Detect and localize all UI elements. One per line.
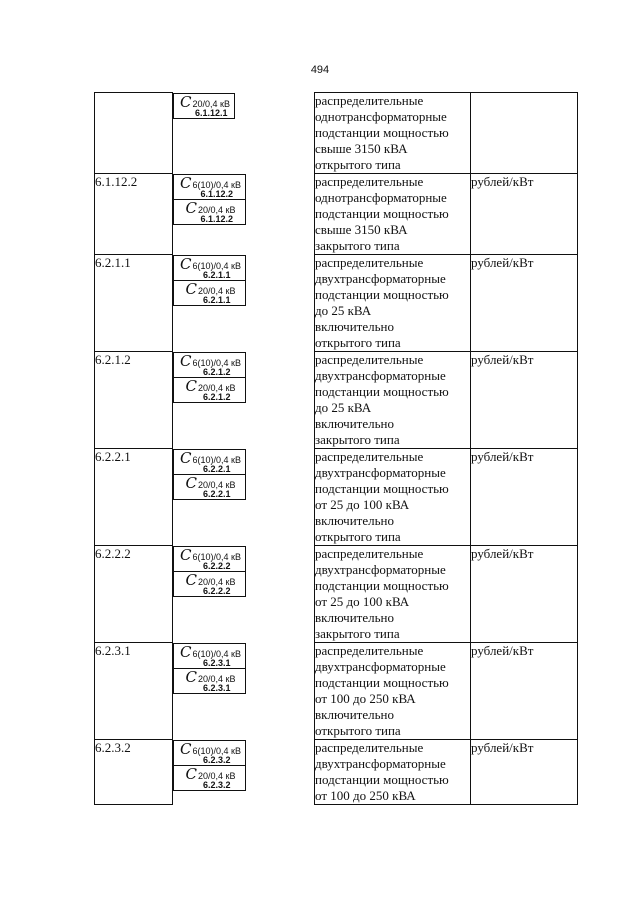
voltage-superscript: 6(10)/0,4 кВ — [192, 179, 241, 190]
voltage-superscript: 20/0,4 кВ — [197, 673, 236, 684]
rate-symbol — [174, 741, 245, 765]
rate-symbol — [174, 377, 245, 402]
voltage-superscript: 20/0,4 кВ — [197, 479, 236, 490]
voltage-superscript: 6(10)/0,4 кВ — [192, 454, 241, 465]
item-description — [315, 546, 471, 643]
description-line: закрытого типа — [315, 238, 400, 253]
item-description — [315, 643, 471, 740]
rate-symbol-cell — [173, 93, 235, 119]
rate-letter: C — [180, 739, 192, 758]
unit-of-measure: рублей/кВт — [471, 449, 578, 546]
voltage-superscript: 20/0,4 кВ — [197, 204, 236, 215]
description-line: двухтрансформаторные — [315, 271, 446, 286]
rate-symbol-cell — [173, 255, 246, 306]
rate-symbol-cell — [173, 643, 246, 694]
description-line: включительно — [315, 513, 394, 528]
rate-letter: C — [180, 448, 192, 467]
rate-symbol — [174, 175, 245, 199]
item-code: 6.2.3.2 — [95, 740, 173, 805]
description-line: открытого типа — [315, 335, 401, 350]
description-line: однотрансформаторные — [315, 190, 447, 205]
description-line: распределительные — [315, 352, 424, 367]
rate-symbol — [174, 94, 234, 118]
description-line: двухтрансформаторные — [315, 756, 446, 771]
description-line: двухтрансформаторные — [315, 562, 446, 577]
description-line: от 100 до 250 кВА — [315, 691, 416, 706]
description-line: двухтрансформаторные — [315, 368, 446, 383]
rate-symbol-cell — [173, 546, 246, 597]
rate-symbol-cell — [173, 740, 246, 791]
description-line: подстанции мощностью — [315, 481, 449, 496]
rate-letter: C — [180, 254, 192, 273]
unit-of-measure — [471, 93, 578, 174]
rate-letter: C — [180, 92, 192, 111]
index-subscript: 6.2.2.1 — [202, 463, 231, 474]
table-row — [95, 449, 578, 546]
description-line: включительно — [315, 319, 394, 334]
voltage-superscript: 20/0,4 кВ — [197, 382, 236, 393]
item-description — [315, 174, 471, 255]
item-description — [315, 352, 471, 449]
description-line: распределительные — [315, 174, 424, 189]
description-line: подстанции мощностью — [315, 206, 449, 221]
description-line: открытого типа — [315, 157, 401, 172]
index-subscript: 6.2.2.2 — [202, 585, 231, 596]
index-subscript: 6.2.3.2 — [202, 754, 231, 765]
rate-letter: C — [185, 570, 197, 589]
description-line: распределительные — [315, 93, 424, 108]
rate-symbol — [174, 280, 245, 305]
description-line: до 25 кВА — [315, 303, 372, 318]
rate-symbol — [174, 547, 245, 571]
item-description — [315, 255, 471, 352]
rate-letter: C — [185, 473, 197, 492]
rate-letter: C — [180, 173, 192, 192]
description-line: распределительные — [315, 643, 424, 658]
rate-letter: C — [180, 351, 192, 370]
voltage-superscript: 6(10)/0,4 кВ — [192, 648, 241, 659]
description-line: включительно — [315, 707, 394, 722]
item-code: 6.2.1.2 — [95, 352, 173, 449]
description-line: до 25 кВА — [315, 400, 372, 415]
index-subscript: 6.2.2.2 — [202, 560, 231, 571]
tariff-table-body — [95, 93, 578, 805]
description-line: подстанции мощностью — [315, 578, 449, 593]
rate-letter: C — [185, 764, 197, 783]
index-subscript: 6.2.3.2 — [202, 779, 231, 790]
description-line: однотрансформаторные — [315, 109, 447, 124]
voltage-superscript: 6(10)/0,4 кВ — [192, 745, 241, 756]
description-line: подстанции мощностью — [315, 287, 449, 302]
index-subscript: 6.2.1.1 — [202, 269, 231, 280]
description-line: распределительные — [315, 740, 424, 755]
rate-letter: C — [185, 667, 197, 686]
description-line: закрытого типа — [315, 626, 400, 641]
table-row — [95, 93, 578, 174]
index-subscript: 6.1.12.1 — [194, 107, 228, 118]
index-subscript: 6.1.12.2 — [200, 213, 233, 224]
rate-symbol — [174, 353, 245, 377]
unit-of-measure: рублей/кВт — [471, 255, 578, 352]
table-row — [95, 352, 578, 449]
description-line: от 100 до 250 кВА — [315, 788, 416, 803]
page-number: 494 — [310, 64, 330, 76]
rate-symbol — [174, 765, 245, 790]
table-row — [95, 643, 578, 740]
index-subscript: 6.2.2.1 — [202, 488, 231, 499]
rate-letter: C — [185, 279, 197, 298]
item-code: 6.2.2.1 — [95, 449, 173, 546]
description-line: распределительные — [315, 546, 424, 561]
description-line: от 25 до 100 кВА — [315, 594, 410, 609]
description-line: открытого типа — [315, 529, 401, 544]
description-line: подстанции мощностью — [315, 772, 449, 787]
description-line: подстанции мощностью — [315, 384, 449, 399]
index-subscript: 6.1.12.2 — [200, 188, 233, 199]
item-code: 6.2.2.2 — [95, 546, 173, 643]
unit-of-measure: рублей/кВт — [471, 740, 578, 805]
item-description — [315, 449, 471, 546]
rate-letter: C — [185, 376, 197, 395]
rate-letter: C — [185, 198, 197, 217]
description-line: свыше 3150 кВА — [315, 141, 408, 156]
voltage-superscript: 6(10)/0,4 кВ — [192, 357, 241, 368]
voltage-superscript: 6(10)/0,4 кВ — [192, 551, 241, 562]
description-line: распределительные — [315, 449, 424, 464]
index-subscript: 6.2.1.1 — [202, 294, 231, 305]
table-row — [95, 255, 578, 352]
rate-symbol-cell — [173, 174, 246, 225]
voltage-superscript: 6(10)/0,4 кВ — [192, 260, 241, 271]
rate-symbol — [174, 571, 245, 596]
voltage-superscript: 20/0,4 кВ — [197, 576, 236, 587]
unit-of-measure: рублей/кВт — [471, 174, 578, 255]
tariff-table — [94, 92, 578, 805]
description-line: подстанции мощностью — [315, 125, 449, 140]
table-row — [95, 174, 578, 255]
rate-symbol — [174, 450, 245, 474]
unit-of-measure: рублей/кВт — [471, 546, 578, 643]
unit-of-measure: рублей/кВт — [471, 643, 578, 740]
index-subscript: 6.2.3.1 — [202, 682, 231, 693]
description-line: свыше 3150 кВА — [315, 222, 408, 237]
item-description — [315, 93, 471, 174]
rate-symbol — [174, 644, 245, 668]
description-line: от 25 до 100 кВА — [315, 497, 410, 512]
voltage-superscript: 20/0,4 кВ — [192, 98, 230, 109]
description-line: закрытого типа — [315, 432, 400, 447]
item-code: 6.2.3.1 — [95, 643, 173, 740]
rate-symbol-cell — [173, 449, 246, 500]
index-subscript: 6.2.3.1 — [202, 657, 231, 668]
rate-symbol — [174, 668, 245, 693]
table-row — [95, 740, 578, 805]
rate-letter: C — [180, 642, 192, 661]
table-row — [95, 546, 578, 643]
description-line: открытого типа — [315, 723, 401, 738]
index-subscript: 6.2.1.2 — [202, 391, 231, 402]
rate-symbol — [174, 474, 245, 499]
rate-letter: C — [180, 545, 192, 564]
description-line: распределительные — [315, 255, 424, 270]
rate-symbol — [174, 199, 245, 224]
item-description — [315, 740, 471, 805]
item-code: 6.2.1.1 — [95, 255, 173, 352]
description-line: двухтрансформаторные — [315, 659, 446, 674]
description-line: включительно — [315, 416, 394, 431]
description-line: двухтрансформаторные — [315, 465, 446, 480]
rate-symbol-cell — [173, 352, 246, 403]
description-line: подстанции мощностью — [315, 675, 449, 690]
rate-symbol — [174, 256, 245, 280]
voltage-superscript: 20/0,4 кВ — [197, 285, 236, 296]
voltage-superscript: 20/0,4 кВ — [197, 770, 236, 781]
item-code: 6.1.12.2 — [95, 174, 173, 255]
item-code — [95, 93, 173, 174]
index-subscript: 6.2.1.2 — [202, 366, 231, 377]
unit-of-measure: рублей/кВт — [471, 352, 578, 449]
description-line: включительно — [315, 610, 394, 625]
